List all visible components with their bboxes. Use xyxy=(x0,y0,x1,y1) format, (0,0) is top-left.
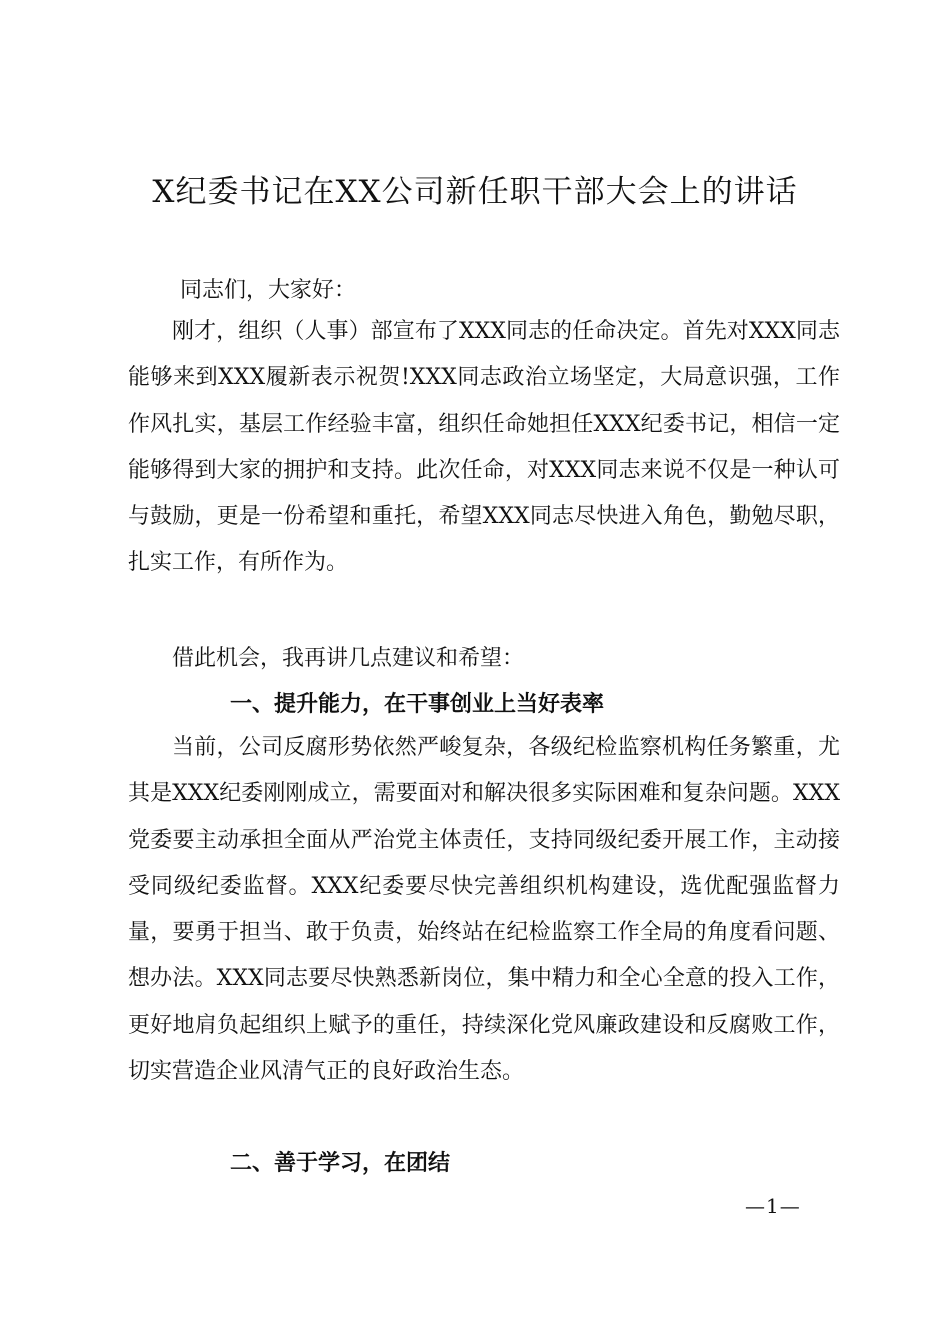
paragraph-section-1: 当前，公司反腐形势依然严峻复杂，各级纪检监察机构任务繁重，尤其是XXX纪委刚刚成立，需要面对和解决很多实际困难和复杂问题。XXX党委要主动承担全面从严治党主体责任，支持同级纪委开展工作，主动接受同级纪委监督。XXX纪委要尽快完善组织机构建设，选优配强监督力量，要勇于担当、敢于负责，始终站在纪检监察工作全局的角度看问题、想办法。XXX同志要尽快熟悉新岗位，集中精力和全心全意的投入工作，更好地肩负起组织上赋予的重任，持续深化党风廉政建设和反腐败工作，切实营造企业风清气正的良好政治生态。 xyxy=(128,735,840,1085)
page-number: —1— xyxy=(745,1194,801,1218)
section-heading-2: 二、善于学习，在团结 xyxy=(230,1151,451,1176)
paragraph-appointment: 刚才，组织（人事）部宣布了XXX同志的任命决定。首先对XXX同志能够来到XXX履新表示祝贺!XXX同志政治立场坚定，大局意识强，工作作风扎实，基层工作经验丰富，组织任命她担任XXX纪委书记，相信一定能够得到大家的拥护和支持。此次任命，对XXX同志来说不仅是一种认可与鼓励，更是一份希望和重托，希望XXX同志尽快进入角色，勤勉尽职，扎实工作，有所作为。 xyxy=(128,319,840,576)
paragraph-suggestions-intro: 借此机会，我再讲几点建议和希望： xyxy=(172,646,525,671)
section-heading-1: 一、提升能力，在干事创业上当好表率 xyxy=(230,692,605,717)
greeting: 同志们，大家好： xyxy=(180,278,357,303)
document-title: X纪委书记在XX公司新任职干部大会上的讲话 xyxy=(152,174,798,210)
